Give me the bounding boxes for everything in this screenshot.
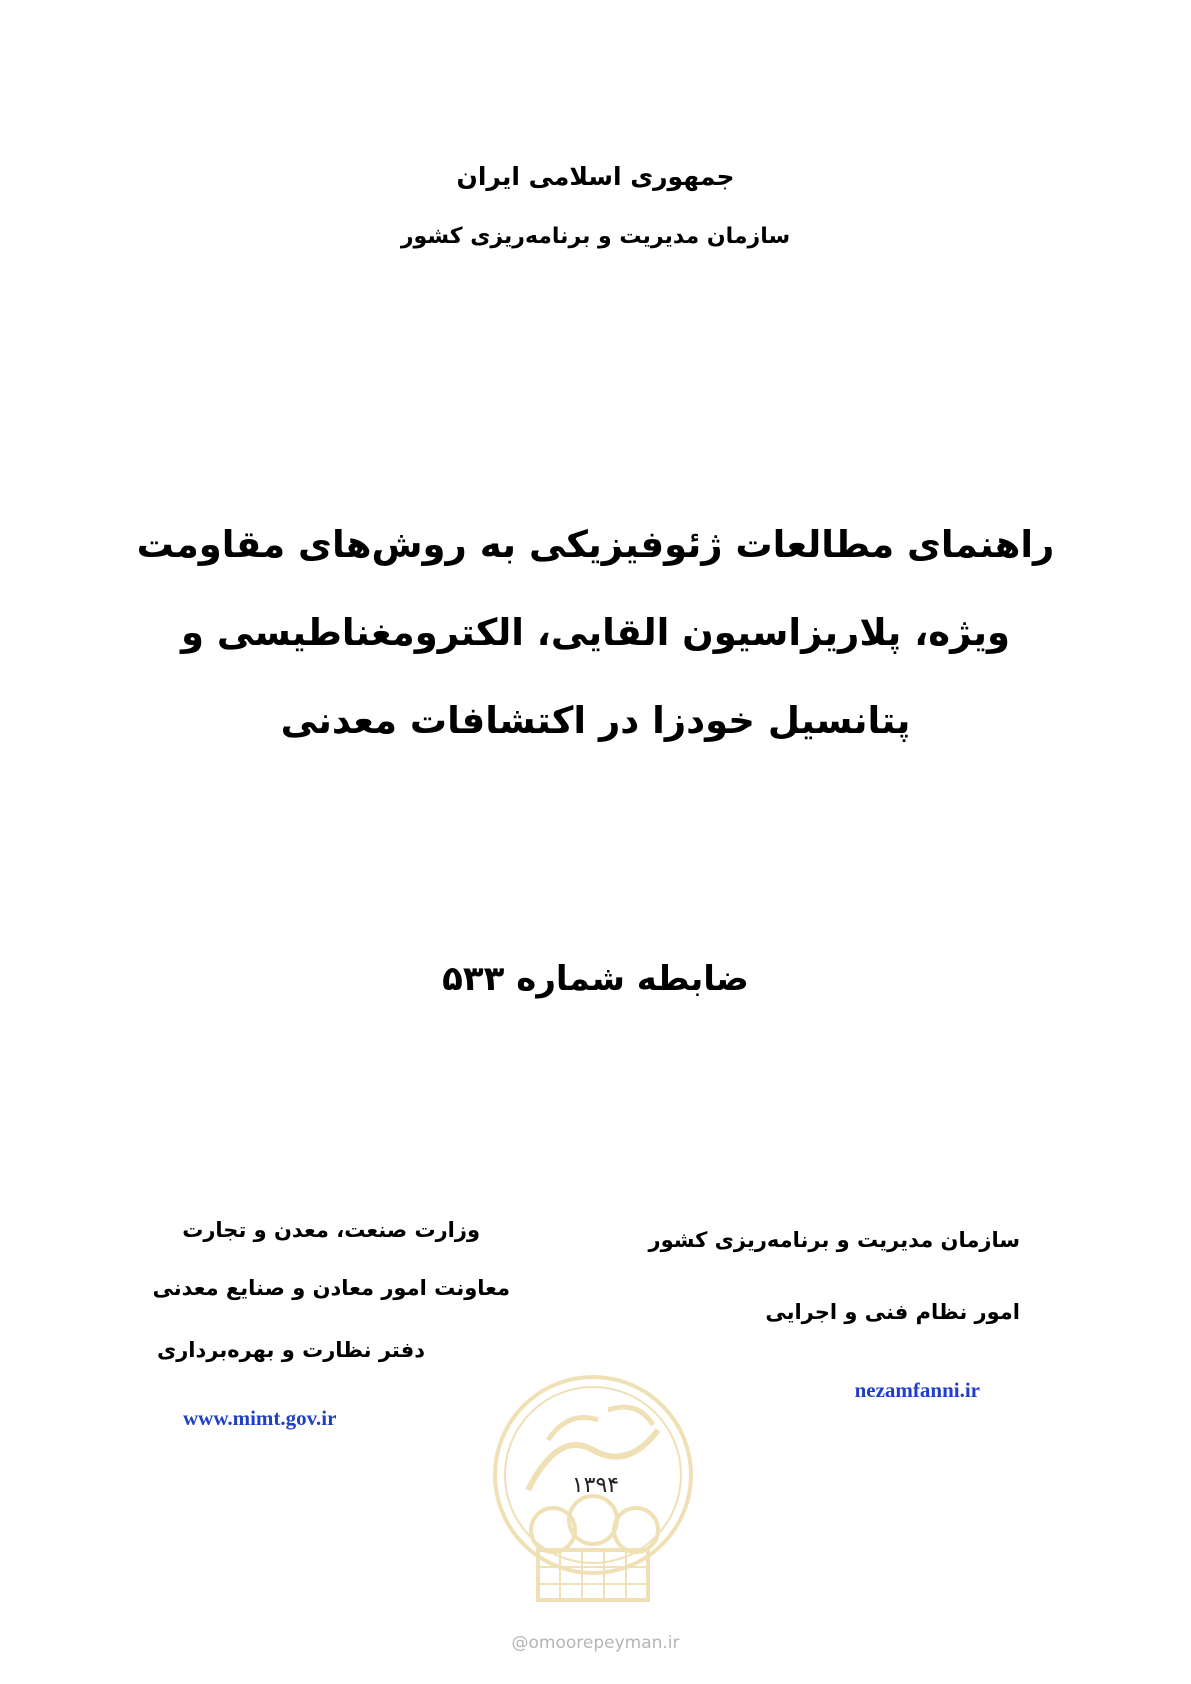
organization-name: سازمان مدیریت و برنامه‌ریزی کشور <box>400 224 791 249</box>
right-department-name: امور نظام فنی و اجرایی <box>765 1300 1020 1324</box>
office-name: دفتر نظارت و بهره‌برداری <box>156 1338 425 1362</box>
title-line-3: پتانسیل خودزا در اکتشافات معدنی <box>280 699 911 742</box>
watermark-handle: @omoorepeyman.ir <box>511 1633 680 1653</box>
right-organization-name: سازمان مدیریت و برنامه‌ریزی کشور <box>648 1228 1020 1252</box>
title-line-1: راهنمای مطالعات ژئوفیزیکی به روش‌های مقاومت <box>136 523 1055 566</box>
mimt-link[interactable]: www.mimt.gov.ir <box>183 1406 337 1430</box>
ministry-column <box>152 1215 510 1455</box>
nezamfanni-link[interactable]: nezamfanni.ir <box>854 1378 980 1402</box>
document-title <box>0 510 1191 774</box>
standard-number: ضابطه شماره ۵۳۳ <box>442 959 749 999</box>
deputy-name: معاونت امور معادن و صنایع معدنی <box>152 1276 510 1300</box>
seal-year: ۱۳۹۴ <box>571 1473 620 1498</box>
ministry-name: وزارت صنعت، معدن و تجارت <box>182 1218 480 1242</box>
title-line-2: ویژه، پلاریزاسیون القایی، الکترومغناطیسی و <box>181 611 1010 654</box>
organization-column <box>648 1225 1020 1455</box>
country-name: جمهوری اسلامی ایران <box>456 162 735 191</box>
